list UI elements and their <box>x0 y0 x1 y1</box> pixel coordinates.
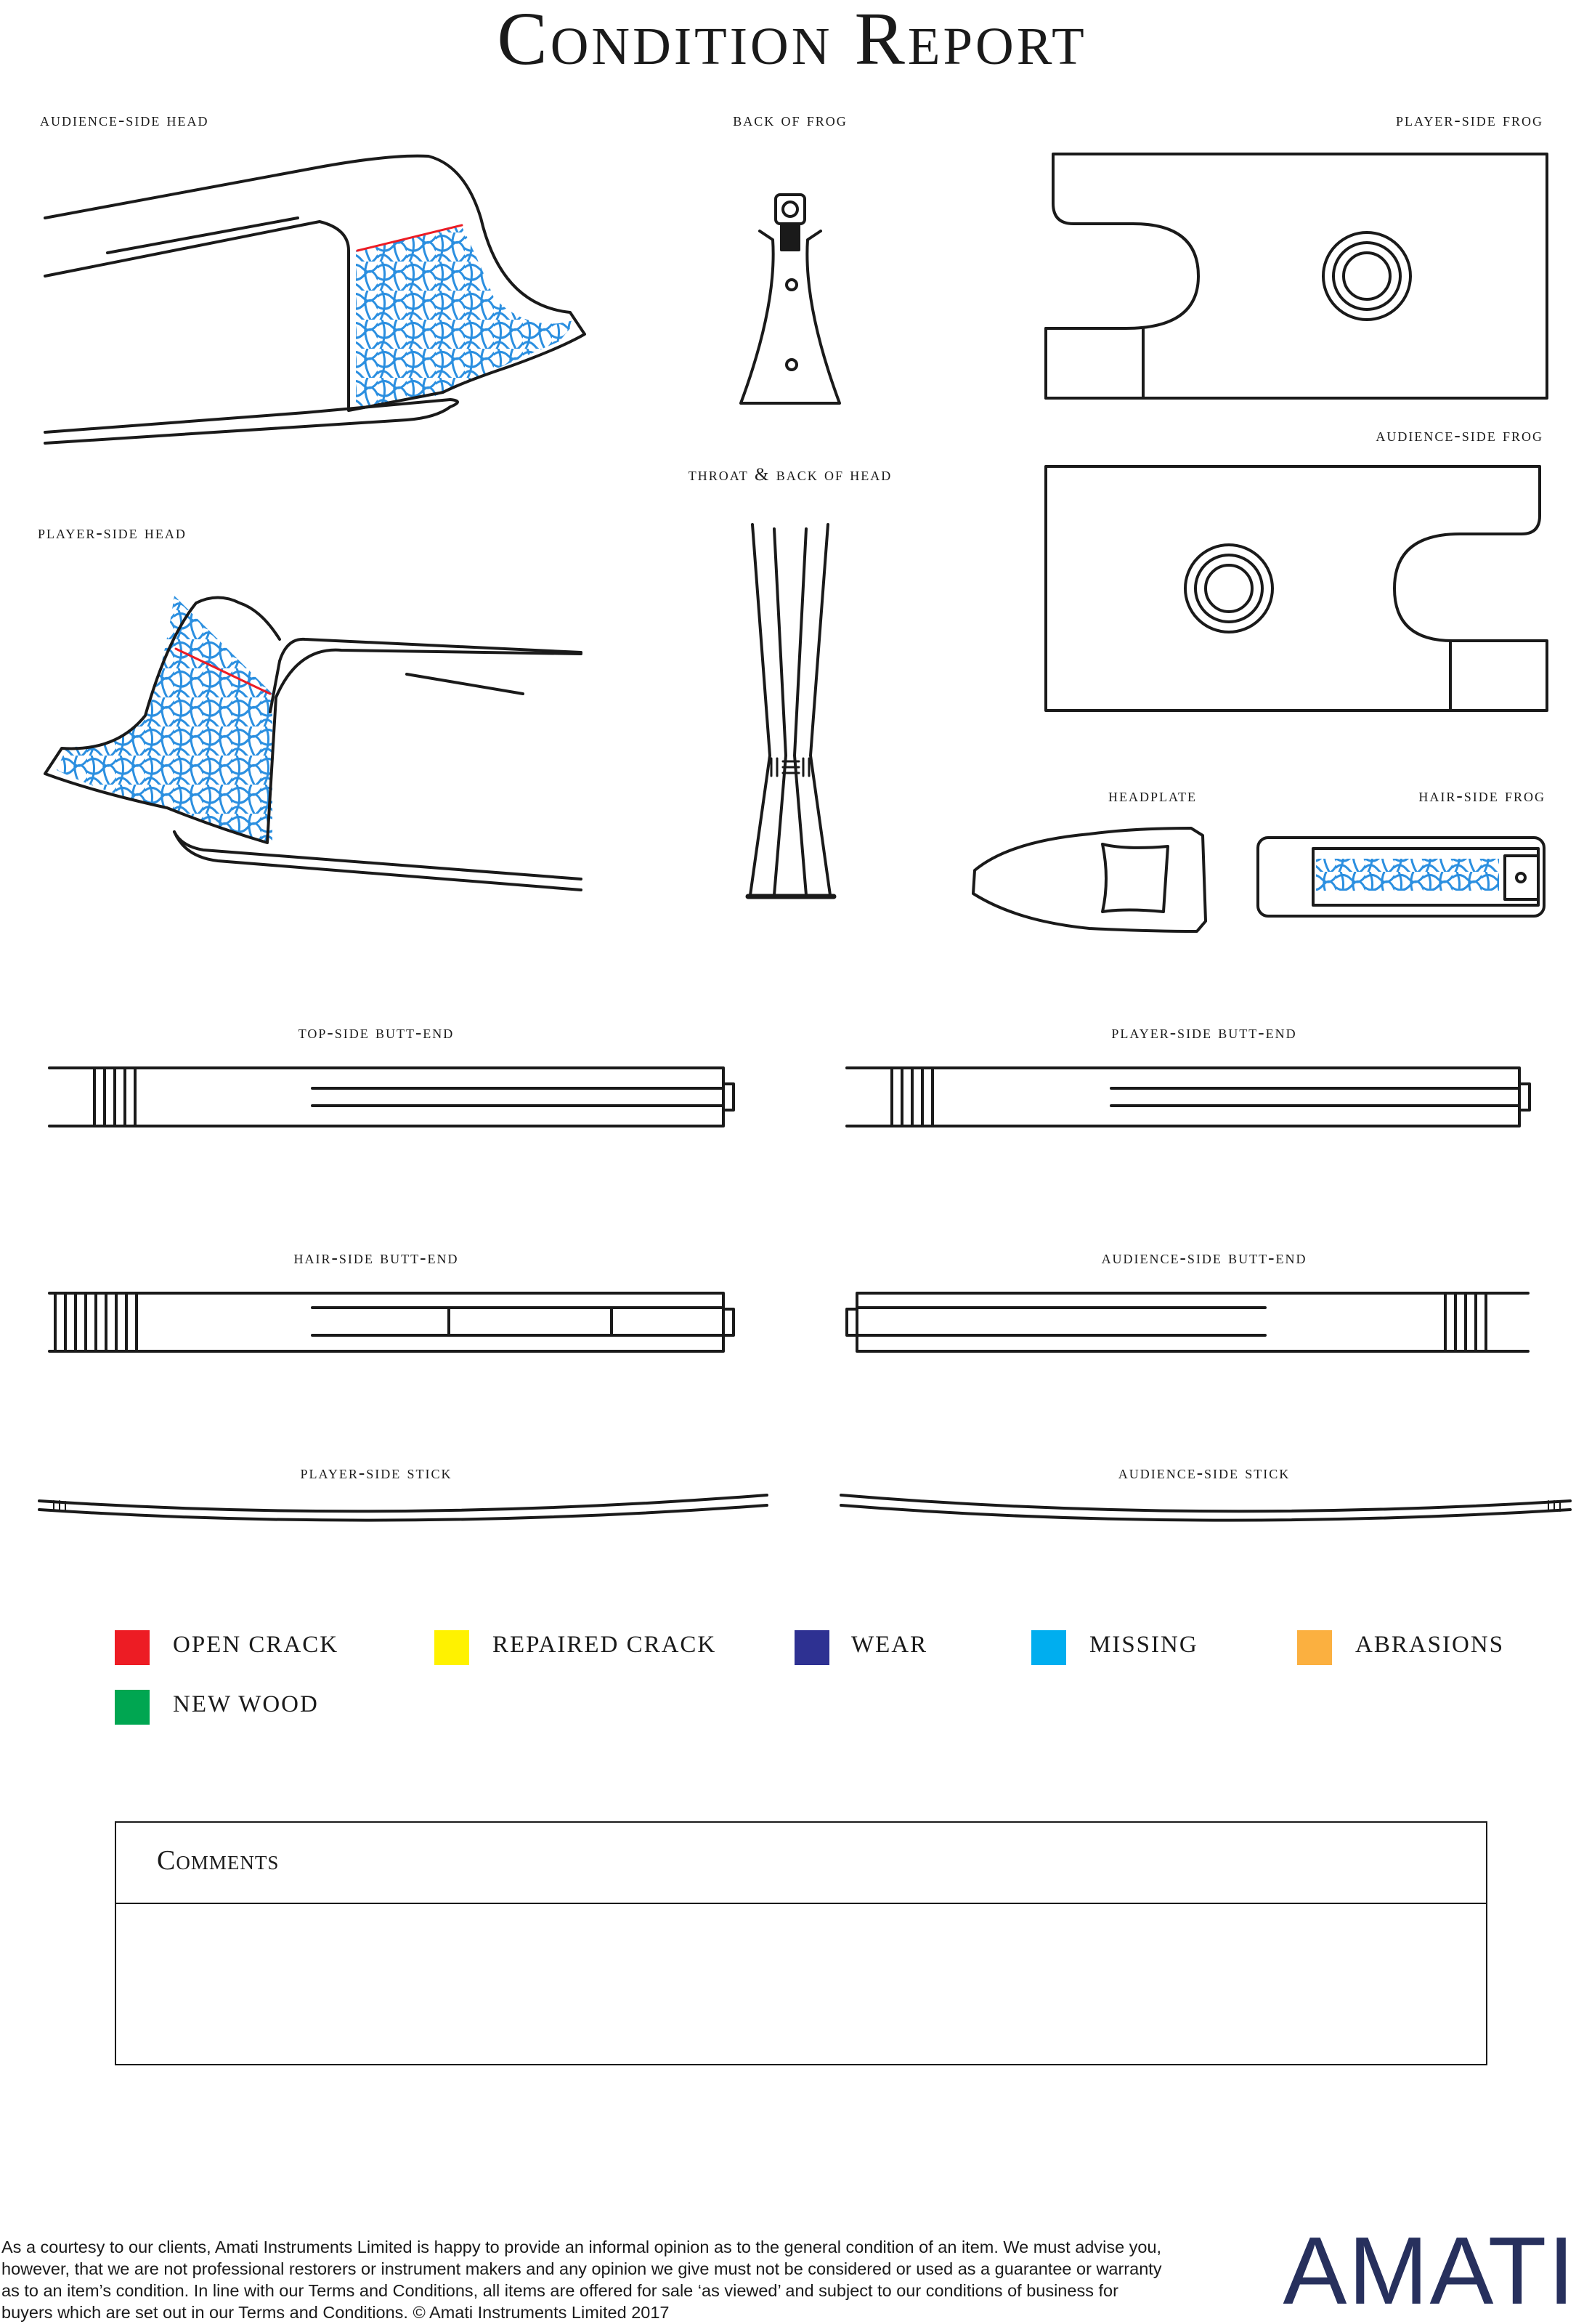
comments-header <box>116 1823 1486 1904</box>
legend-label-missing: MISSING <box>1089 1632 1198 1658</box>
label-audience-side-butt-end: audience-side butt-end <box>1101 1248 1307 1268</box>
audience-side-head-drawing <box>45 156 585 443</box>
audience-side-stick-drawing <box>841 1495 1570 1521</box>
back-of-frog-drawing <box>741 195 840 403</box>
audience-side-frog-drawing <box>1046 466 1547 710</box>
legend-label-abrasions: ABRASIONS <box>1355 1632 1505 1658</box>
label-audience-side-stick: audience-side stick <box>1118 1463 1291 1483</box>
brand-logo: AMATI <box>1283 2217 1576 2324</box>
legend-label-open-crack: OPEN CRACK <box>173 1632 339 1658</box>
label-top-side-butt-end: top-side butt-end <box>298 1023 455 1042</box>
label-back-of-frog: back of frog <box>733 110 848 130</box>
legend-swatch-missing <box>1031 1630 1066 1665</box>
label-headplate: headplate <box>1108 786 1197 806</box>
hair-side-butt-end-drawing <box>49 1293 734 1351</box>
label-player-side-stick: player-side stick <box>300 1463 452 1483</box>
legend-label-new-wood: NEW WOOD <box>173 1691 319 1717</box>
player-side-butt-end-drawing <box>847 1068 1530 1126</box>
player-side-head-drawing <box>45 596 581 890</box>
legend-swatch-open-crack <box>115 1630 150 1665</box>
audience-head-missing-marking <box>356 225 577 407</box>
headplate-drawing <box>973 828 1206 931</box>
comments-title: Comments <box>157 1845 280 1876</box>
legend-swatch-abrasions <box>1297 1630 1332 1665</box>
label-audience-side-frog: audience-side frog <box>1376 426 1543 445</box>
player-head-missing-marking <box>57 596 272 843</box>
label-player-side-frog: player-side frog <box>1396 110 1543 130</box>
label-hair-side-butt-end: hair-side butt-end <box>293 1248 459 1268</box>
label-player-side-butt-end: player-side butt-end <box>1111 1023 1297 1042</box>
throat-back-of-head-drawing <box>748 525 834 896</box>
hair-side-frog-missing-marking <box>1316 859 1499 891</box>
legend-swatch-repaired-crack <box>434 1630 469 1665</box>
audience-side-butt-end-drawing <box>847 1293 1528 1351</box>
legend-swatch-wear <box>795 1630 829 1665</box>
page-title: Condition Report <box>497 0 1087 81</box>
top-side-butt-end-drawing <box>49 1068 734 1126</box>
legend-label-repaired-crack: REPAIRED CRACK <box>492 1632 717 1658</box>
disclaimer: As a courtesy to our clients, Amati Instruments Limited is happy to provide an informal opinion as to the general condition of an item. We must advise you, however, that we are not professional restorers or instrument makers and any opinion we give must not be considered or used as a guarantee or warranty as to an item’s condition. In line with our Terms and Conditions, all items are offered for sale ‘as viewed’ and subject to our conditions of business for buyers which are set out in our Terms and Conditions. © Amati Instruments Limited 2017 <box>1 2238 1162 2322</box>
player-side-stick-drawing <box>39 1495 767 1521</box>
label-hair-side-frog: hair-side frog <box>1418 786 1546 806</box>
label-audience-side-head: audience-side head <box>40 110 209 130</box>
legend-label-wear: WEAR <box>851 1632 928 1658</box>
player-side-frog-drawing <box>1046 154 1547 398</box>
legend-swatch-new-wood <box>115 1690 150 1725</box>
hair-side-frog-drawing <box>1258 838 1544 916</box>
label-player-side-head: player-side head <box>38 523 187 543</box>
comments-box <box>115 1821 1487 2065</box>
comments-field[interactable] <box>116 1904 1486 2064</box>
label-throat-back-of-head: throat & back of head <box>688 465 893 485</box>
